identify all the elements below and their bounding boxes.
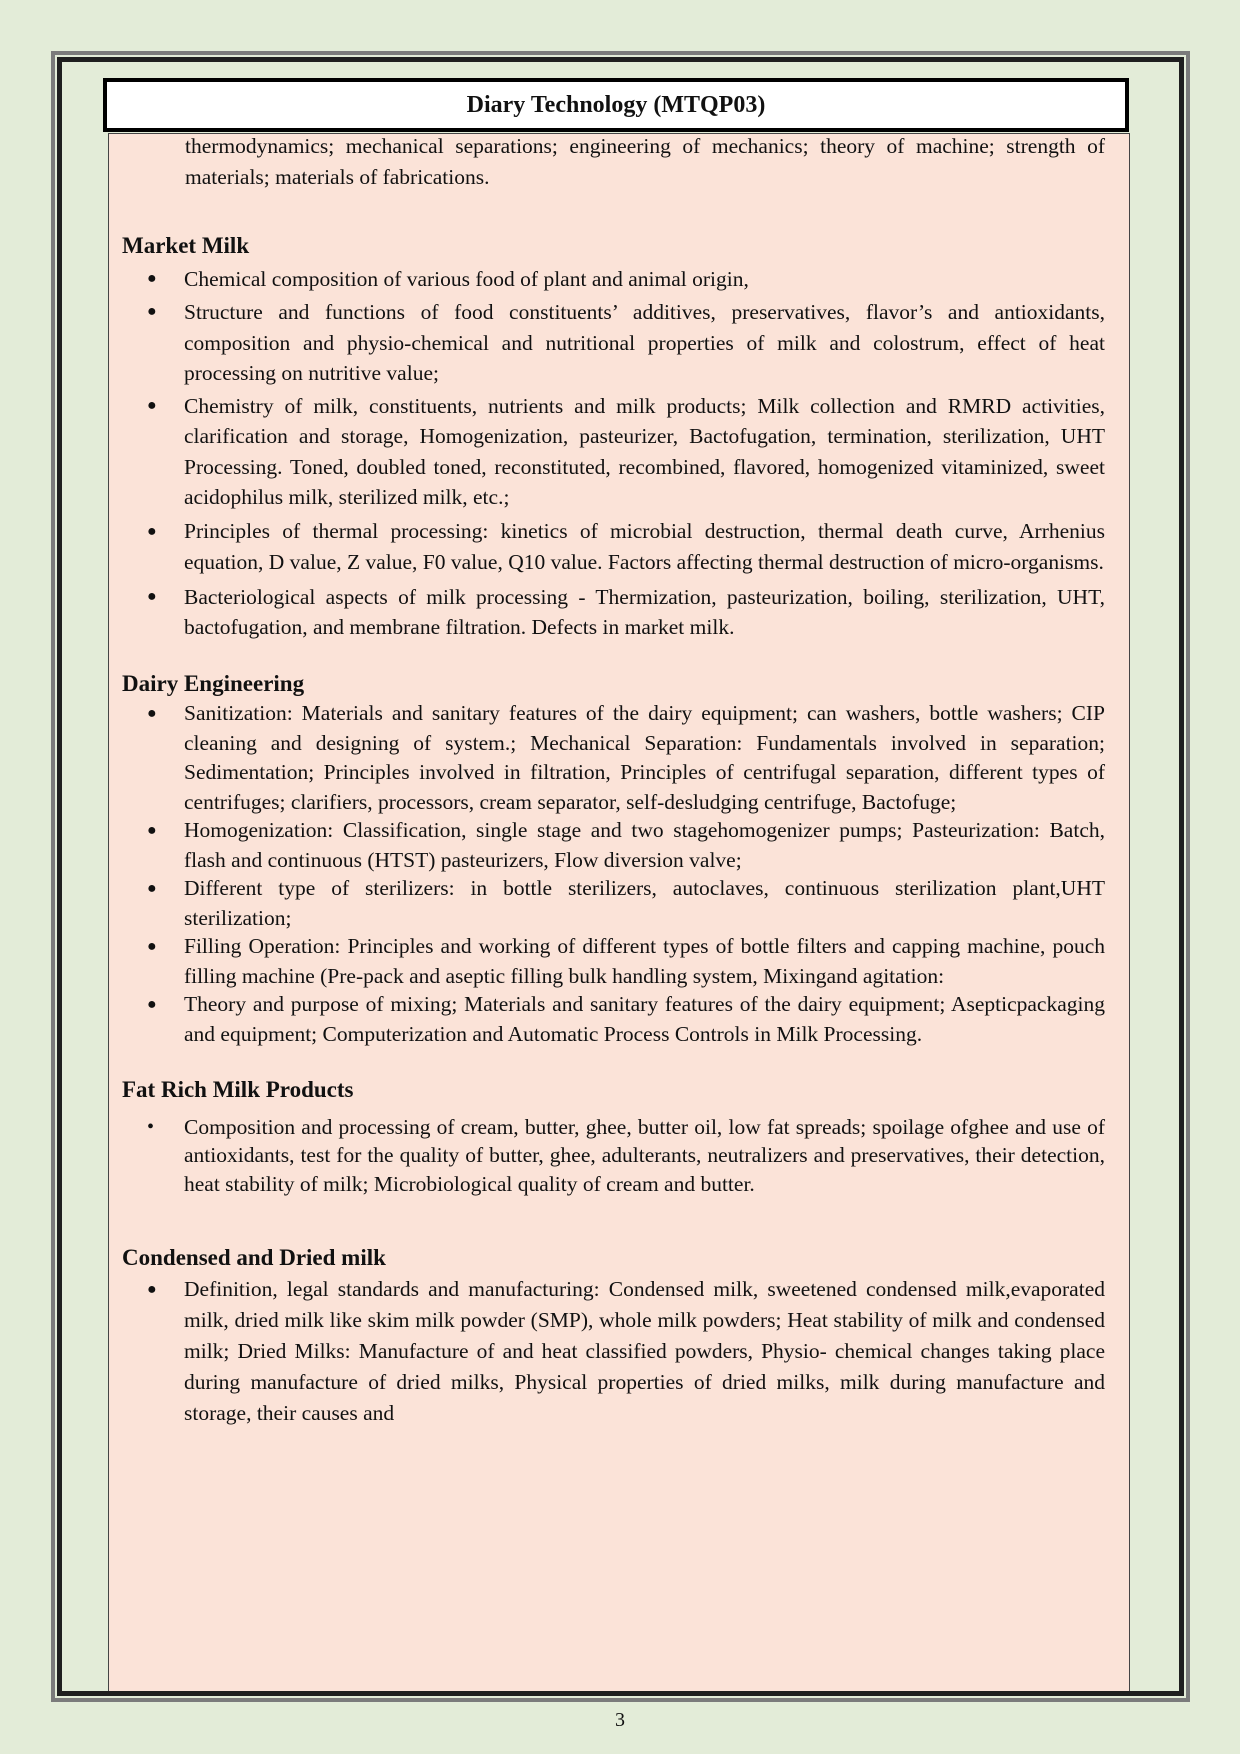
condensed-dried-list: [109, 1274, 1129, 1429]
section-title-fat-rich-milk-products: Fat Rich Milk Products: [122, 1077, 354, 1102]
document-header: [103, 78, 1129, 132]
bullet-icon: ●: [147, 269, 157, 287]
list-item-text: Sanitization: Materials and sanitary features of the dairy equipment; can washers, bottle washers; CIP cleaning and designing of system.; Mechanical Separation: Fundamentals involved in separation; Sedimentation; Principles involved in filtration, Principles of centrifugal separation, different types of centrifuges; clarifiers, processors, cream separator, self-desludging centrifuge, Bactofuge;: [184, 701, 1105, 814]
bullet-icon: ●: [147, 938, 157, 955]
section-title-condensed-dried-milk: Condensed and Dried milk: [122, 1245, 386, 1270]
bullet-icon: ●: [147, 587, 157, 605]
list-item-text: Theory and purpose of mixing; Materials and sanitary features of the dairy equipment; Asepticpackaging and equipment; Computerization and Automatic Process Controls in Milk Processing.: [184, 992, 1105, 1046]
list-item: [109, 990, 1129, 1049]
list-item-text: Composition and processing of cream, butter, ghee, butter oil, low fat spreads; spoilage ofghee and use of antioxidants, test for the quality of butter, ghee, adulterants, neutralizers and preservatives, their detection, heat stability of milk; Microbiological quality of cream and butter.: [184, 1114, 1105, 1196]
bullet-icon: •: [147, 1115, 155, 1138]
bullet-icon: ●: [147, 522, 157, 540]
list-item: [109, 816, 1129, 875]
section-title-dairy-engineering: Dairy Engineering: [122, 670, 305, 696]
bullet-icon: ●: [147, 705, 157, 722]
list-item-text: Bacteriological aspects of milk processing - Thermization, pasteurization, boiling, sterilization, UHT, bactofugation, and membrane filtration. Defects in market milk.: [184, 584, 1105, 639]
page-number: 3: [615, 1709, 625, 1731]
list-item: [109, 391, 1129, 513]
list-item: [109, 516, 1129, 579]
list-item: [109, 297, 1129, 389]
list-item: [109, 1274, 1129, 1429]
list-item-text: Different type of sterilizers: in bottle sterilizers, autoclaves, continuous sterilization plant,UHT sterilization;: [184, 876, 1105, 930]
bullet-icon: ●: [147, 822, 157, 839]
market-milk-list: [109, 264, 1129, 643]
list-item: [109, 699, 1129, 817]
bullet-icon: ●: [147, 303, 157, 320]
list-item-text: Structure and functions of food constituents’ additives, preservatives, flavor’s and antioxidants, composition and physio-chemical and nutritional properties of milk and colostrum, effect of heat processing on nutritive value;: [184, 300, 1105, 385]
document-title: Diary Technology (MTQP03): [466, 91, 766, 118]
list-item: [109, 932, 1129, 991]
list-item-text: Chemical composition of various food of plant and animal origin,: [184, 266, 749, 291]
bullet-icon: ●: [147, 996, 157, 1013]
list-item-text: Homogenization: Classification, single stage and two stagehomogenizer pumps; Pasteurization: Batch, flash and continuous (HTST) pasteurizers, Flow diversion valve;: [184, 818, 1105, 872]
dairy-engineering-list: [109, 699, 1129, 1049]
list-item-text: Definition, legal standards and manufacturing: Condensed milk, sweetened condensed milk,evaporated milk, dried milk like skim milk powder (SMP), whole milk powders; Heat stability of milk and condensed milk; Dried Milks: Manufacture of and heat classified powders, Physio- chemical changes taking place during manufacture of dried milks, Physical properties of dried milks, milk during manufacture and storage, their causes and: [184, 1276, 1105, 1425]
section-title-market-milk: Market Milk: [122, 233, 250, 258]
list-item: [109, 874, 1129, 933]
list-item-text: Chemistry of milk, constituents, nutrients and milk products; Milk collection and RMRD activities, clarification and storage, Homogenization, pasteurizer, Bactofugation, termination, sterilization, UHT Processing. Toned, doubled toned, reconstituted, recombined, flavored, homogenized vitaminized, sweet acidophilus milk, sterilized milk, etc.;: [184, 393, 1105, 509]
list-item: [109, 1113, 1129, 1199]
bullet-icon: ●: [147, 1280, 157, 1298]
bullet-icon: ●: [147, 396, 157, 414]
continued-paragraph: thermodynamics; mechanical separations; engineering of mechanics; theory of machine; strength of materials; materials of fabrications.: [185, 134, 1105, 189]
list-item: [109, 582, 1129, 643]
fat-rich-list: [109, 1113, 1129, 1199]
content-area: [108, 133, 1130, 1691]
list-item: [109, 264, 1129, 295]
bullet-icon: ●: [147, 880, 157, 897]
list-item-text: Filling Operation: Principles and working of different types of bottle filters and capping machine, pouch filling machine (Pre-pack and aseptic filling bulk handling system, Mixingand agitation:: [184, 934, 1105, 988]
list-item-text: Principles of thermal processing: kinetics of microbial destruction, thermal death curve, Arrhenius equation, D value, Z value, F0 value, Q10 value. Factors affecting thermal destruction of micro-organisms.: [184, 518, 1105, 574]
